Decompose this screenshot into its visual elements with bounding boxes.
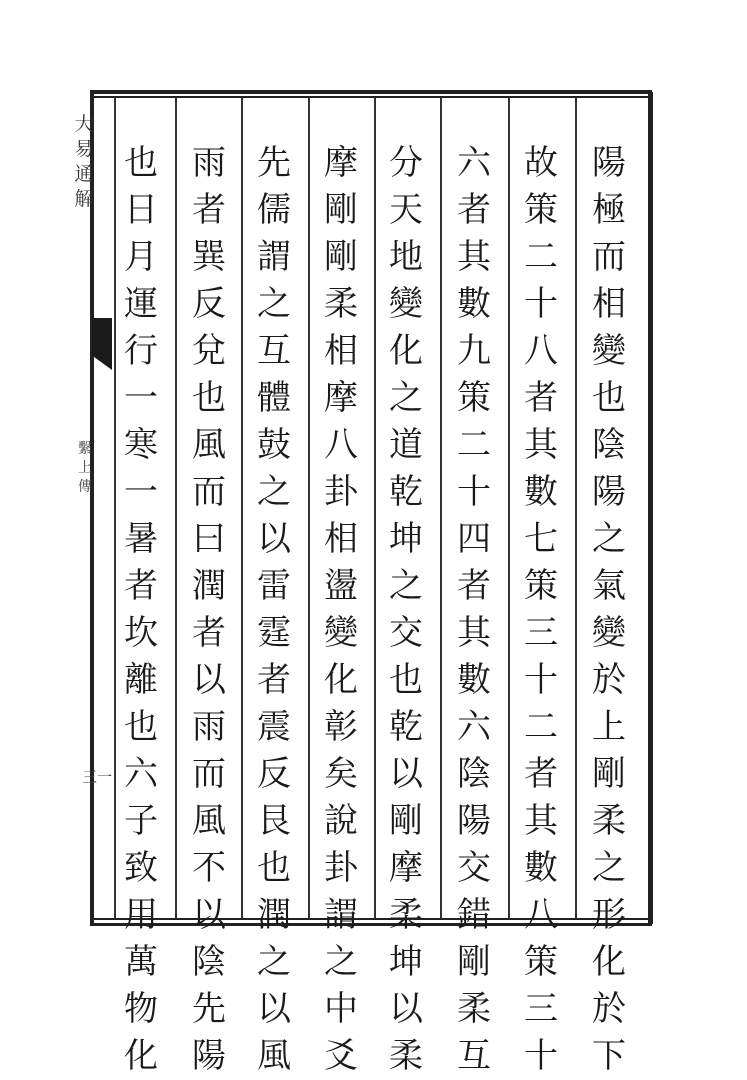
column-char: 萬: [124, 942, 158, 982]
column-char: 變: [324, 613, 358, 653]
column-rule: [508, 98, 510, 918]
column-char: 之: [257, 942, 291, 982]
right-border: [648, 92, 653, 924]
column-char: 變: [389, 284, 423, 324]
banxin-title-char: 通: [74, 163, 94, 185]
column-char: 策: [457, 378, 491, 418]
column-char: 柔: [592, 801, 626, 841]
column-char: 一: [124, 378, 158, 418]
column-char: 十: [524, 1036, 558, 1076]
column-char: 陰: [457, 754, 491, 794]
column-char: 反: [192, 284, 226, 324]
column-char: 互: [457, 1036, 491, 1076]
column-char: 數: [457, 660, 491, 700]
text-column: [519, 140, 563, 1080]
left-border: [90, 92, 94, 924]
column-char: 霆: [257, 613, 291, 653]
column-char: 以: [389, 989, 423, 1029]
column-char: 不: [192, 848, 226, 888]
column-char: 用: [124, 895, 158, 935]
column-char: 謂: [324, 895, 358, 935]
column-char: 相: [324, 519, 358, 559]
banxin-title-char: 解: [74, 188, 94, 210]
column-char: 寒: [124, 425, 158, 465]
column-char: 剛: [592, 754, 626, 794]
column-char: 形: [592, 895, 626, 935]
column-char: 陽: [592, 143, 626, 183]
column-char: 策: [524, 942, 558, 982]
column-char: 下: [592, 1036, 626, 1076]
column-char: 十: [524, 284, 558, 324]
column-char: 六: [457, 707, 491, 747]
column-char: 者: [457, 566, 491, 606]
column-char: 六: [124, 754, 158, 794]
column-char: 運: [124, 284, 158, 324]
column-char: 之: [389, 566, 423, 606]
text-column: [252, 140, 296, 1080]
column-char: 以: [257, 519, 291, 559]
column-char: 物: [124, 989, 158, 1029]
column-char: 潤: [257, 895, 291, 935]
column-char: 陰: [592, 425, 626, 465]
column-char: 剛: [324, 237, 358, 277]
column-char: 謂: [257, 237, 291, 277]
column-char: 柔: [324, 284, 358, 324]
column-char: 者: [192, 190, 226, 230]
column-char: 一: [124, 472, 158, 512]
column-rule: [575, 98, 577, 918]
column-char: 雷: [257, 566, 291, 606]
banxin-subtitle: [76, 440, 94, 497]
text-column: [587, 140, 631, 1080]
column-rule: [241, 98, 243, 918]
column-char: 彰: [324, 707, 358, 747]
column-char: 八: [524, 331, 558, 371]
top-border: [90, 90, 652, 98]
column-char: 三: [524, 613, 558, 653]
column-char: 者: [524, 754, 558, 794]
column-char: 也: [257, 848, 291, 888]
column-char: 二: [524, 707, 558, 747]
banxin-title-char: 易: [74, 138, 94, 160]
column-char: 錯: [457, 895, 491, 935]
column-char: 六: [457, 143, 491, 183]
column-char: 風: [192, 801, 226, 841]
column-char: 其: [524, 801, 558, 841]
banxin-subtitle-char: 傳: [78, 479, 92, 495]
column-char: 爻: [324, 1036, 358, 1076]
text-column: [319, 140, 363, 1080]
fishtail-mark: [92, 318, 112, 370]
column-char: 故: [524, 143, 558, 183]
column-char: 乾: [389, 707, 423, 747]
column-char: 致: [124, 848, 158, 888]
column-char: 中: [324, 989, 358, 1029]
column-char: 而: [592, 237, 626, 277]
column-char: 上: [592, 707, 626, 747]
column-char: 極: [592, 190, 626, 230]
column-char: 潤: [192, 566, 226, 606]
page-number: 三一: [82, 768, 113, 786]
column-char: 摩: [324, 378, 358, 418]
column-char: 策: [524, 566, 558, 606]
column-char: 化: [324, 660, 358, 700]
column-char: 盪: [324, 566, 358, 606]
column-char: 以: [192, 660, 226, 700]
column-char: 數: [524, 848, 558, 888]
column-char: 儒: [257, 190, 291, 230]
column-char: 柔: [389, 895, 423, 935]
column-char: 交: [457, 848, 491, 888]
column-char: 先: [257, 143, 291, 183]
column-char: 者: [257, 660, 291, 700]
column-char: 反: [257, 754, 291, 794]
column-char: 陽: [592, 472, 626, 512]
column-char: 數: [457, 284, 491, 324]
column-char: 兌: [192, 331, 226, 371]
column-char: 月: [124, 237, 158, 277]
column-char: 者: [124, 566, 158, 606]
column-char: 相: [324, 331, 358, 371]
column-char: 化: [389, 331, 423, 371]
column-char: 子: [124, 801, 158, 841]
column-char: 卦: [324, 848, 358, 888]
column-char: 卦: [324, 472, 358, 512]
column-char: 鼓: [257, 425, 291, 465]
banxin-subtitle-char: 繫: [78, 441, 92, 457]
column-char: 也: [389, 660, 423, 700]
column-char: 變: [592, 331, 626, 371]
column-char: 化: [592, 942, 626, 982]
column-char: 十: [457, 472, 491, 512]
column-char: 道: [389, 425, 423, 465]
column-char: 氣: [592, 566, 626, 606]
column-char: 矣: [324, 754, 358, 794]
column-char: 暑: [124, 519, 158, 559]
column-rule: [114, 98, 116, 918]
column-char: 七: [524, 519, 558, 559]
column-char: 化: [124, 1036, 158, 1076]
column-char: 之: [592, 519, 626, 559]
column-char: 八: [524, 895, 558, 935]
column-char: 者: [457, 190, 491, 230]
column-char: 行: [124, 331, 158, 371]
column-rule: [308, 98, 310, 918]
column-char: 而: [192, 472, 226, 512]
column-char: 雨: [192, 707, 226, 747]
column-char: 巽: [192, 237, 226, 277]
text-column: [452, 140, 496, 1080]
column-char: 二: [457, 425, 491, 465]
column-char: 二: [524, 237, 558, 277]
column-char: 以: [257, 989, 291, 1029]
column-char: 於: [592, 660, 626, 700]
column-char: 之: [324, 942, 358, 982]
column-char: 陰: [192, 942, 226, 982]
column-char: 之: [389, 378, 423, 418]
column-rule: [440, 98, 442, 918]
column-char: 日: [124, 190, 158, 230]
column-char: 者: [192, 613, 226, 653]
column-char: 以: [389, 754, 423, 794]
column-char: 柔: [389, 1036, 423, 1076]
column-char: 地: [389, 237, 423, 277]
column-char: 曰: [192, 519, 226, 559]
column-rule: [175, 98, 177, 918]
column-char: 之: [257, 472, 291, 512]
column-char: 風: [192, 425, 226, 465]
column-char: 交: [389, 613, 423, 653]
column-char: 九: [457, 331, 491, 371]
column-char: 四: [457, 519, 491, 559]
column-char: 以: [192, 895, 226, 935]
banxin-subtitle-char: 上: [78, 460, 92, 476]
banxin-strip: [96, 98, 114, 918]
column-char: 相: [592, 284, 626, 324]
column-char: 坤: [389, 942, 423, 982]
column-char: 者: [524, 378, 558, 418]
column-char: 陽: [192, 1036, 226, 1076]
column-char: 八: [324, 425, 358, 465]
text-column: [119, 140, 163, 1080]
column-char: 而: [192, 754, 226, 794]
column-char: 策: [524, 190, 558, 230]
text-column: [384, 140, 428, 1080]
column-char: 體: [257, 378, 291, 418]
column-char: 摩: [389, 848, 423, 888]
column-char: 之: [592, 848, 626, 888]
column-char: 互: [257, 331, 291, 371]
column-char: 數: [524, 472, 558, 512]
banxin-title-char: 大: [74, 113, 94, 135]
column-char: 十: [524, 660, 558, 700]
column-char: 也: [124, 143, 158, 183]
column-char: 說: [324, 801, 358, 841]
column-char: 變: [592, 613, 626, 653]
column-char: 其: [457, 613, 491, 653]
column-char: 摩: [324, 143, 358, 183]
column-char: 震: [257, 707, 291, 747]
column-char: 分: [389, 143, 423, 183]
text-column: [187, 140, 231, 1080]
column-char: 也: [124, 707, 158, 747]
column-char: 也: [192, 378, 226, 418]
column-char: 其: [457, 237, 491, 277]
column-char: 剛: [389, 801, 423, 841]
column-char: 風: [257, 1036, 291, 1076]
column-rule: [374, 98, 376, 918]
column-char: 天: [389, 190, 423, 230]
column-char: 其: [524, 425, 558, 465]
column-char: 於: [592, 989, 626, 1029]
column-char: 乾: [389, 472, 423, 512]
column-char: 坎: [124, 613, 158, 653]
column-char: 之: [257, 284, 291, 324]
banxin-title: [72, 112, 96, 212]
column-char: 先: [192, 989, 226, 1029]
column-char: 柔: [457, 989, 491, 1029]
column-char: 也: [592, 378, 626, 418]
bottom-border: [90, 918, 652, 926]
column-char: 陽: [457, 801, 491, 841]
column-char: 坤: [389, 519, 423, 559]
column-char: 雨: [192, 143, 226, 183]
column-char: 三: [524, 989, 558, 1029]
column-char: 離: [124, 660, 158, 700]
column-char: 剛: [457, 942, 491, 982]
column-char: 艮: [257, 801, 291, 841]
column-char: 剛: [324, 190, 358, 230]
